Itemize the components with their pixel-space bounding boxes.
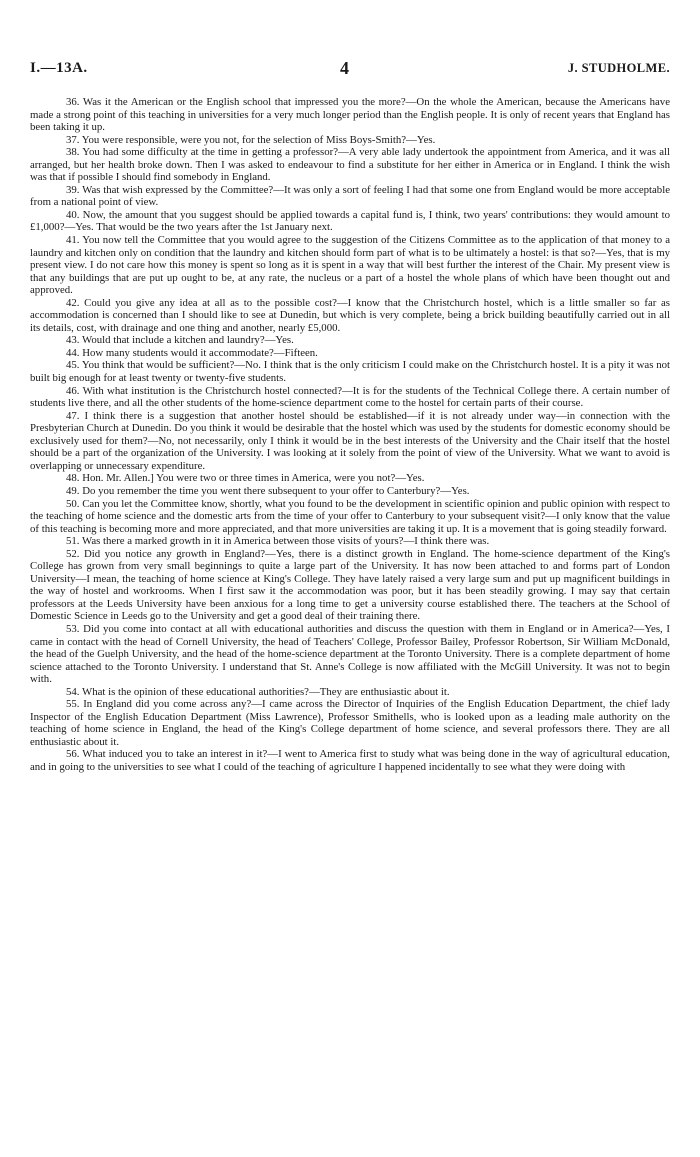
paragraph-49: 49. Do you remember the time you went there subsequent to your offer to Canterbury?—Yes. bbox=[66, 484, 470, 497]
paragraph-48: 48. Hon. Mr. Allen.] You were two or three times in America, were you not?—Yes. bbox=[66, 472, 425, 485]
page-header bbox=[30, 60, 670, 90]
paragraph-43: 43. Would that include a kitchen and laundry?—Yes. bbox=[66, 334, 294, 347]
paragraph-46: 46. With what institution is the Christchurch hostel connected?—It is for the students of the Technical College there. A certain number of students live there, and all the other students of the home-science department come to the hostel for certain parts of their course. bbox=[30, 384, 670, 410]
witness-name: J. STUDHOLME. bbox=[567, 61, 670, 75]
paragraph-47: 47. I think there is a suggestion that another hostel should be established—if it is not already under way—in connection with the Presbyterian Church at Dunedin. Do you think it would be desirable that the hostel which was used by the students for domestic economy should be exclusively used for them?—No, not necessarily, only I think it would be in the best interests of the University and the Chair itself that the hostel should be a part of the organization of the University. I was looking at it solely from the point of view of the University. What we want to avoid is overlapping or unnecessary expenditure. bbox=[30, 409, 670, 472]
paragraph-56: 56. What induced you to take an interest in it?—I went to America first to study what was being done in the way of agricultural education, and in going to the universities to see what I could of the teaching of agriculture I happened incidentally to see what they were doing with bbox=[30, 748, 670, 773]
paragraph-44: 44. How many students would it accommodate?—Fifteen. bbox=[66, 346, 318, 359]
document-reference: I.—13A. bbox=[30, 60, 88, 76]
paragraph-51: 51. Was there a marked growth in it in America between those visits of yours?—I think there was. bbox=[66, 535, 490, 548]
paragraph-54: 54. What is the opinion of these educational authorities?—They are enthusiastic about it. bbox=[66, 685, 450, 698]
paragraph-42: 42. Could you give any idea at all as to the possible cost?—I know that the Christchurch hostel, which is a little smaller so far as accommodation is concerned than I should like to see at Dunedin, but which is very complete, being a brick building beautifully carried out in all its details, cost, with drainage and one thing and another, nearly £5,000. bbox=[30, 296, 670, 334]
paragraph-50: 50. Can you let the Committee know, shortly, what you found to be the development in scientific opinion and public opinion with respect to the teaching of home science and the domestic arts from the time of your offer to Canterbury to your subsequent visit?—I only know that the value of this teaching is becoming more and more appreciated, and that more universities are taking it up. It is a movement that is going steadily forward. bbox=[30, 497, 670, 535]
paragraph-53: 53. Did you come into contact at all with educational authorities and discuss the question with them in England or in America?—Yes, I came in contact with the head of Cornell University, the head of Teachers' College, Professor Bailey, Professor Robertson, Sir William McDonald, the head of the Guelph University, and the head of the home-science department at the Toronto University. There is a complete department of home science attached to the Toronto University. I understand that St. Anne's College is now affiliated with the McGill University. It was not to begin with. bbox=[30, 622, 670, 686]
paragraph-41: 41. You now tell the Committee that you would agree to the suggestion of the Citizens Committee as to the application of that money to a laundry and kitchen only on condition that the laundry and kitchen should form part of what is to be ultimately a hostel: is that so?—Yes, that is my present view. I do not care how this money is spent so long as it is spent in a way that will best further the interest of the Chair. My present view is that any buildings that are put up ought to be, at any rate, the nucleus or a part of a hostel the whole plans of which have been thought out and approved. bbox=[30, 234, 670, 297]
paragraph-36: 36. Was it the American or the English school that impressed you the more?—On the whole the American, because the Americans have made a strong point of this teaching in universities for a very much longer period than the English people. It is only of recent years that England has been taking it up. bbox=[30, 96, 670, 134]
paragraph-37: 37. You were responsible, were you not, for the selection of Miss Boys-Smith?—Yes. bbox=[66, 133, 436, 146]
paragraph-52: 52. Did you notice any growth in England?—Yes, there is a distinct growth in England. The home-science department of the King's College has grown from very small beginnings to quite a large part of the University. It has now been attached to and forms part of London University—I mean, the teaching of home science at King's College. They have lately raised a very large sum and put up magnificent buildings in the way of hostel and workrooms. When I first saw it the accommodation was poor, but it has been steadily growing. I may say that certain professors at the Leeds University have been anxious for a long time to get a university course established there. The teachers at the School of Domestic Science in Leeds go to the University and get a good deal of their training there. bbox=[30, 547, 670, 623]
page-number: 4 bbox=[340, 58, 349, 78]
evidence-body bbox=[30, 96, 670, 774]
paragraph-55: 55. In England did you come across any?—I came across the Director of Inquiries of the English Education Department, the chief lady Inspector of the English Education Department (Miss Lawrence), Professor Smithells, who is looked upon as a leading male authority on the teaching of home science in England, the head of the King's College department of home science, and several professors there. They are all enthusiastic about it. bbox=[30, 698, 670, 748]
paragraph-39: 39. Was that wish expressed by the Committee?—It was only a sort of feeling I had that some one from England would be more acceptable from a national point of view. bbox=[30, 183, 670, 209]
paragraph-38: 38. You had some difficulty at the time in getting a professor?—A very able lady undertook the appointment from America, and it was all arranged, but her health broke down. Then I was asked to endeavour to find a substitute for her either in America or in England. I think the wish was that if possible I should find somebody in England. bbox=[30, 146, 670, 184]
paragraph-40: 40. Now, the amount that you suggest should be applied towards a capital fund is, I think, two years' contributions: they would amount to £1,000?—Yes. That would be the two years after the 1st January next. bbox=[30, 208, 670, 234]
paragraph-45: 45. You think that would be sufficient?—No. I think that is the only criticism I could make on the Christchurch hostel. It is a pity it was not built big enough for at least twenty or twenty-five students. bbox=[30, 359, 670, 385]
